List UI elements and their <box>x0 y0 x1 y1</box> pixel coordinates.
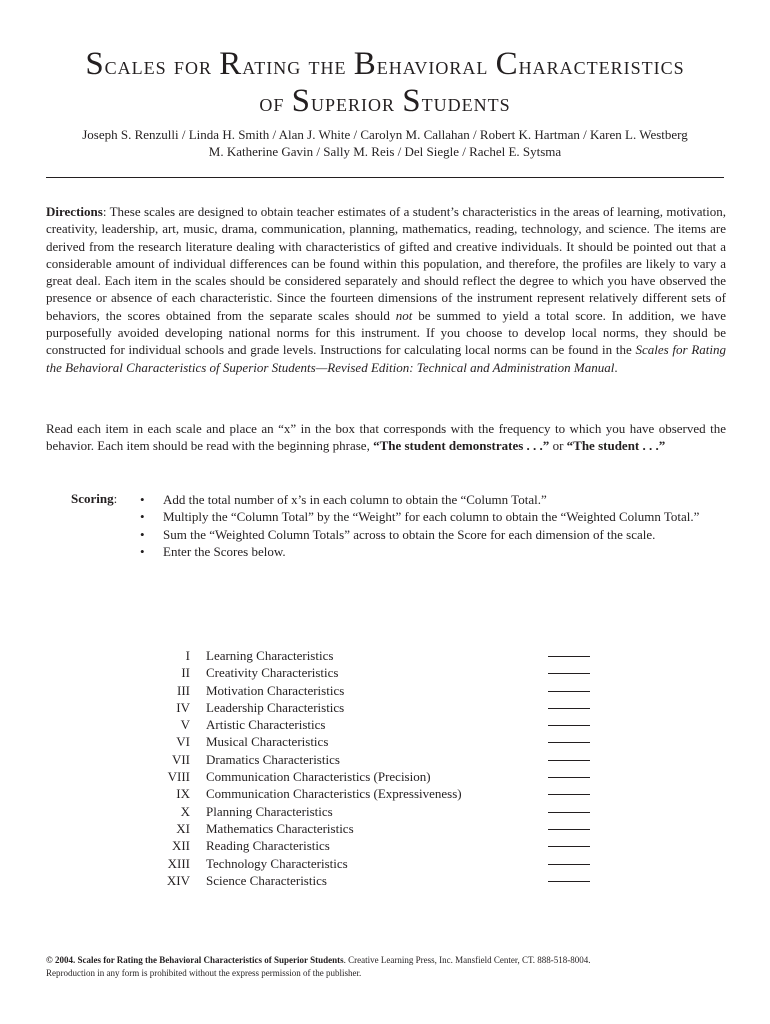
directions-end: . <box>614 359 618 375</box>
dimension-label: Dramatics Characteristics <box>206 751 340 767</box>
dimension-number: VII <box>171 751 190 767</box>
dimension-number: VIII <box>167 769 190 785</box>
instructions-text: Read each item in each scale and place an “x” in the box that corresponds with the frequency to which you have observed the behavior. Each item should be read with the beginning phrase, <box>46 421 726 454</box>
manual-title: Scales for Rating the Behavioral Characteristics of Superior Students—Revised Edition: Technical and Administration Manual <box>46 342 727 375</box>
footer-line-2: Reproduction in any form is prohibited without the express permission of the publisher. <box>46 968 362 978</box>
dimension-label: Motivation Characteristics <box>206 682 345 698</box>
score-blank[interactable] <box>548 855 590 865</box>
bullet-icon: • <box>140 492 145 507</box>
dimension-row <box>150 855 590 872</box>
title-initial-cap: S <box>85 46 105 82</box>
dimension-label: Science Characteristics <box>206 872 327 888</box>
title-initial-cap: S <box>402 83 422 119</box>
dimension-label: Learning Characteristics <box>206 648 334 663</box>
dimension-number: XI <box>176 820 190 836</box>
title-initial-cap: R <box>219 46 243 82</box>
footer-publisher: . Creative Learning Press, Inc. Mansfield Center, CT. 888-518-8004. <box>343 955 591 965</box>
phrase-student: “The student . . .” <box>566 438 666 454</box>
scoring-step <box>136 526 716 543</box>
dimension-score-list <box>150 647 590 889</box>
dimension-row <box>150 751 590 768</box>
bullet-icon: • <box>140 543 145 559</box>
score-blank[interactable] <box>548 699 590 709</box>
scoring-label-text: Scoring <box>71 491 114 506</box>
title-word: tudents <box>421 90 511 117</box>
score-blank[interactable] <box>548 716 590 726</box>
dimension-number: IV <box>176 699 190 715</box>
dimension-label: Mathematics Characteristics <box>206 820 354 836</box>
footer-copyright: © 2004. Scales for Rating the Behavioral Characteristics of Superior Students <box>46 955 344 965</box>
dimension-row <box>150 647 590 664</box>
score-blank[interactable] <box>548 820 590 830</box>
instructions-paragraph <box>46 420 726 455</box>
dimension-number: IX <box>176 786 190 802</box>
scoring-step <box>136 508 716 525</box>
dimension-number: III <box>177 682 190 698</box>
scoring-label-colon: : <box>113 491 118 506</box>
scoring-step-text: Add the total number of x’s in each column to obtain the “Column Total.” <box>163 492 547 507</box>
scoring-label <box>71 491 117 507</box>
bullet-icon: • <box>140 526 145 542</box>
dimension-row <box>150 785 590 802</box>
directions-paragraph <box>46 203 726 376</box>
dimension-row <box>150 682 590 699</box>
scoring-step-text: Enter the Scores below. <box>163 543 286 559</box>
title-line-1 <box>0 48 770 81</box>
dimension-number: II <box>181 665 190 681</box>
authors-line-1: Joseph S. Renzulli / Linda H. Smith / Alan J. White / Carolyn M. Callahan / Robert K. Hartman / Karen L. Westberg <box>82 127 688 142</box>
dimension-number: XII <box>171 838 190 854</box>
scoring-step-text: Multiply the “Column Total” by the “Weight” for each column to obtain the “Weighted Column Total.” <box>163 509 700 525</box>
dimension-label: Communication Characteristics (Expressiveness) <box>206 786 462 802</box>
score-blank[interactable] <box>548 785 590 795</box>
dimension-number: XIII <box>167 855 190 871</box>
directions-text-2: be summed to yield a total score. In addition, we have purposefully avoided developing national norms for this instrument. If you choose to develop local norms, they should be constructed for individual schools and grade levels. Instructions for calculating local norms can be found in the <box>46 307 726 358</box>
title-initial-cap: C <box>495 46 519 82</box>
score-blank[interactable] <box>548 664 590 674</box>
title-word: ehavioral <box>376 53 496 80</box>
dimension-row <box>150 733 590 750</box>
dimension-row <box>150 872 590 889</box>
dimension-label: Planning Characteristics <box>206 803 333 819</box>
footer <box>46 954 726 980</box>
directions-emphasis-not: not <box>395 307 413 323</box>
title-line-2 <box>0 85 770 118</box>
title-word: haracteristics <box>518 53 685 80</box>
title-word: uperior <box>311 90 403 117</box>
dimension-label: Leadership Characteristics <box>206 699 345 715</box>
bullet-icon: • <box>140 509 145 525</box>
scoring-step <box>136 491 716 508</box>
scoring-steps <box>136 491 716 560</box>
dimension-row <box>150 837 590 854</box>
title-word: cales for <box>104 53 220 80</box>
dimension-row <box>150 803 590 820</box>
dimension-number: I <box>185 648 190 663</box>
header-divider <box>46 177 724 178</box>
dimension-row <box>150 664 590 681</box>
dimension-label: Communication Characteristics (Precision) <box>206 769 431 785</box>
score-blank[interactable] <box>548 768 590 778</box>
footer-line-1 <box>46 954 726 967</box>
instructions-or: or <box>549 438 567 454</box>
scoring-step <box>136 543 716 560</box>
directions-label: Directions <box>46 204 103 219</box>
score-blank[interactable] <box>548 647 590 657</box>
dimension-number: V <box>180 717 190 733</box>
title-initial-cap: S <box>291 83 311 119</box>
title-word: of <box>259 90 292 117</box>
directions-text-1: : These scales are designed to obtain teacher estimates of a student’s characteristics in the areas of learning, motivation, creativity, leadership, art, music, drama, communication, planning, mathematics, reading, technology, and science. The items are derived from the research literature dealing with characteristics of gifted and creative individuals. It should be pointed out that a considerable amount of individual differences can be found within this population, and therefore, the profiles are likely to vary a great deal. Each item in the scales should be considered separately and should reflect the degree to which you have observed the presence or absence of each characteristic. Since the fourteen dimensions of the instrument represent relatively different sets of behaviors, the scores obtained from the separate scales should <box>46 204 726 323</box>
score-blank[interactable] <box>548 682 590 692</box>
dimension-row <box>150 820 590 837</box>
authors-line-2: M. Katherine Gavin / Sally M. Reis / Del Siegle / Rachel E. Sytsma <box>208 144 562 159</box>
score-blank[interactable] <box>548 872 590 882</box>
scoring-step-text: Sum the “Weighted Column Totals” across to obtain the Score for each dimension of the scale. <box>163 526 656 542</box>
dimension-number: XIV <box>166 872 190 888</box>
dimension-label: Technology Characteristics <box>206 855 348 871</box>
dimension-label: Musical Characteristics <box>206 734 329 750</box>
score-blank[interactable] <box>548 837 590 847</box>
score-blank[interactable] <box>548 751 590 761</box>
dimension-row <box>150 768 590 785</box>
dimension-label: Reading Characteristics <box>206 838 330 854</box>
dimension-row <box>150 716 590 733</box>
dimension-row <box>150 699 590 716</box>
author-list <box>0 126 770 160</box>
phrase-demonstrates: “The student demonstrates . . .” <box>373 438 550 454</box>
title-initial-cap: B <box>353 46 377 82</box>
score-blank[interactable] <box>548 733 590 743</box>
dimension-label: Creativity Characteristics <box>206 665 339 681</box>
title-word: ating the <box>242 53 354 80</box>
dimension-number: VI <box>176 734 190 750</box>
dimension-label: Artistic Characteristics <box>206 717 326 733</box>
dimension-number: X <box>180 803 190 819</box>
score-blank[interactable] <box>548 803 590 813</box>
